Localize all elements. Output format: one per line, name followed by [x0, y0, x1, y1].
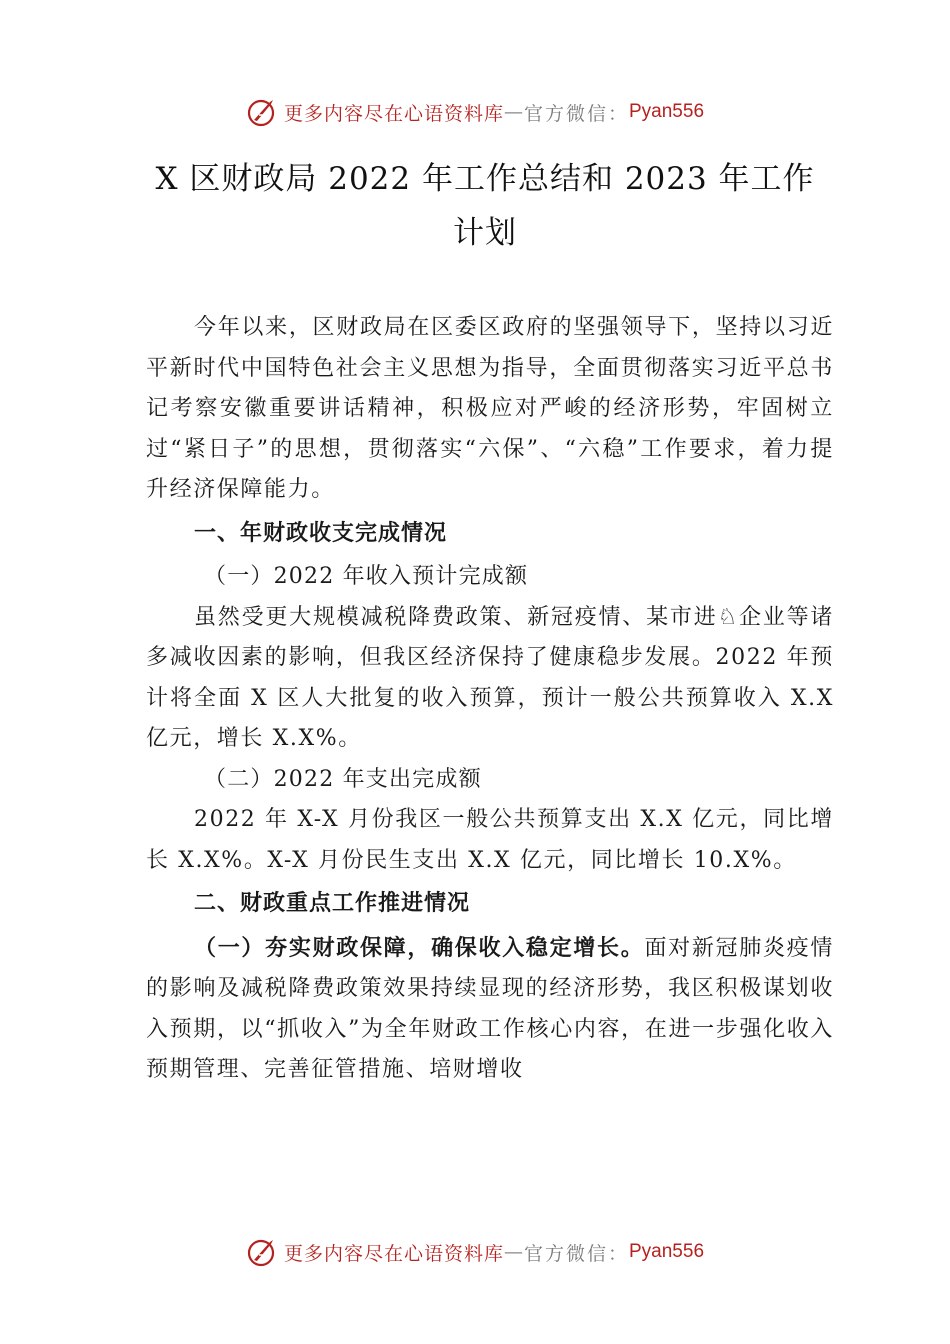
quill-logo-icon — [246, 1236, 278, 1268]
subsection-heading-1-2: （二）2022 年支出完成额 — [204, 766, 482, 792]
footer-wechat-label: 官方微信： — [523, 1242, 629, 1265]
subsection-heading-1-1: （一）2022 年收入预计完成额 — [204, 564, 529, 589]
subsection-text-2-1: 面对新冠肺炎疫情的影响及减税降费政策效果持续显现的经济形势，我区积极谋划收入预期，以“抓收入”为全年财政工作核心内容，在进一步强化收入预期管理、完善征管措施、培财增收 — [146, 935, 834, 1082]
footer-site-name: 更多内容尽在心语资料库 — [283, 1242, 504, 1265]
footer-banner — [0, 1236, 950, 1268]
intro-paragraph: 今年以来，区财政局在区委区政府的坚强领导下，坚持以习近平新时代中国特色社会主义思想为指导，全面贯彻落实习近平总书记考察安徽重要讲话精神，积极应对严峻的经济形势，牢固树立过“紧日子”的思想，贯彻落实“六保”、“六稳”工作要求，着力提升经济保障能力。 — [146, 315, 834, 502]
subsection-body-1-2: 2022 年 X-X 月份我区一般公共预算支出 X.X 亿元，同比增长 X.X%。X-X 月份民生支出 X.X 亿元，同比增长 10.X%。 — [146, 807, 834, 873]
banner-site-name: 更多内容尽在心语资料库 — [283, 102, 504, 125]
subsection-body-1-1: 虽然受更大规模减税降费政策、新冠疫情、某市进♘企业等诸多减收因素的影响，但我区经济保持了健康稳步发展。2022 年预计将全面 X 区人大批复的收入预算，预计一般公共预算收入 X.X 亿元，增长 X.X%。 — [146, 604, 834, 751]
document-title: X 区财政局 2022 年工作总结和 2023 年工作计划 — [155, 161, 815, 251]
footer-dash: — — [503, 1241, 524, 1263]
footer-wechat-id: Pyan556 — [629, 1241, 705, 1262]
header-banner — [0, 96, 950, 128]
banner-dash: — — [503, 101, 524, 123]
section-heading-2: 二、财政重点工作推进情况 — [194, 891, 471, 916]
subsection-lead-2-1: （一）夯实财政保障，确保收入稳定增长。 — [194, 934, 645, 961]
document-body — [146, 308, 834, 1091]
quill-logo-icon — [246, 96, 278, 128]
banner-wechat-id: Pyan556 — [629, 101, 705, 122]
banner-wechat-label: 官方微信： — [523, 102, 629, 125]
subsection-body-2-1 — [146, 928, 834, 1091]
section-heading-1: 一、年财政收支完成情况 — [194, 520, 448, 546]
